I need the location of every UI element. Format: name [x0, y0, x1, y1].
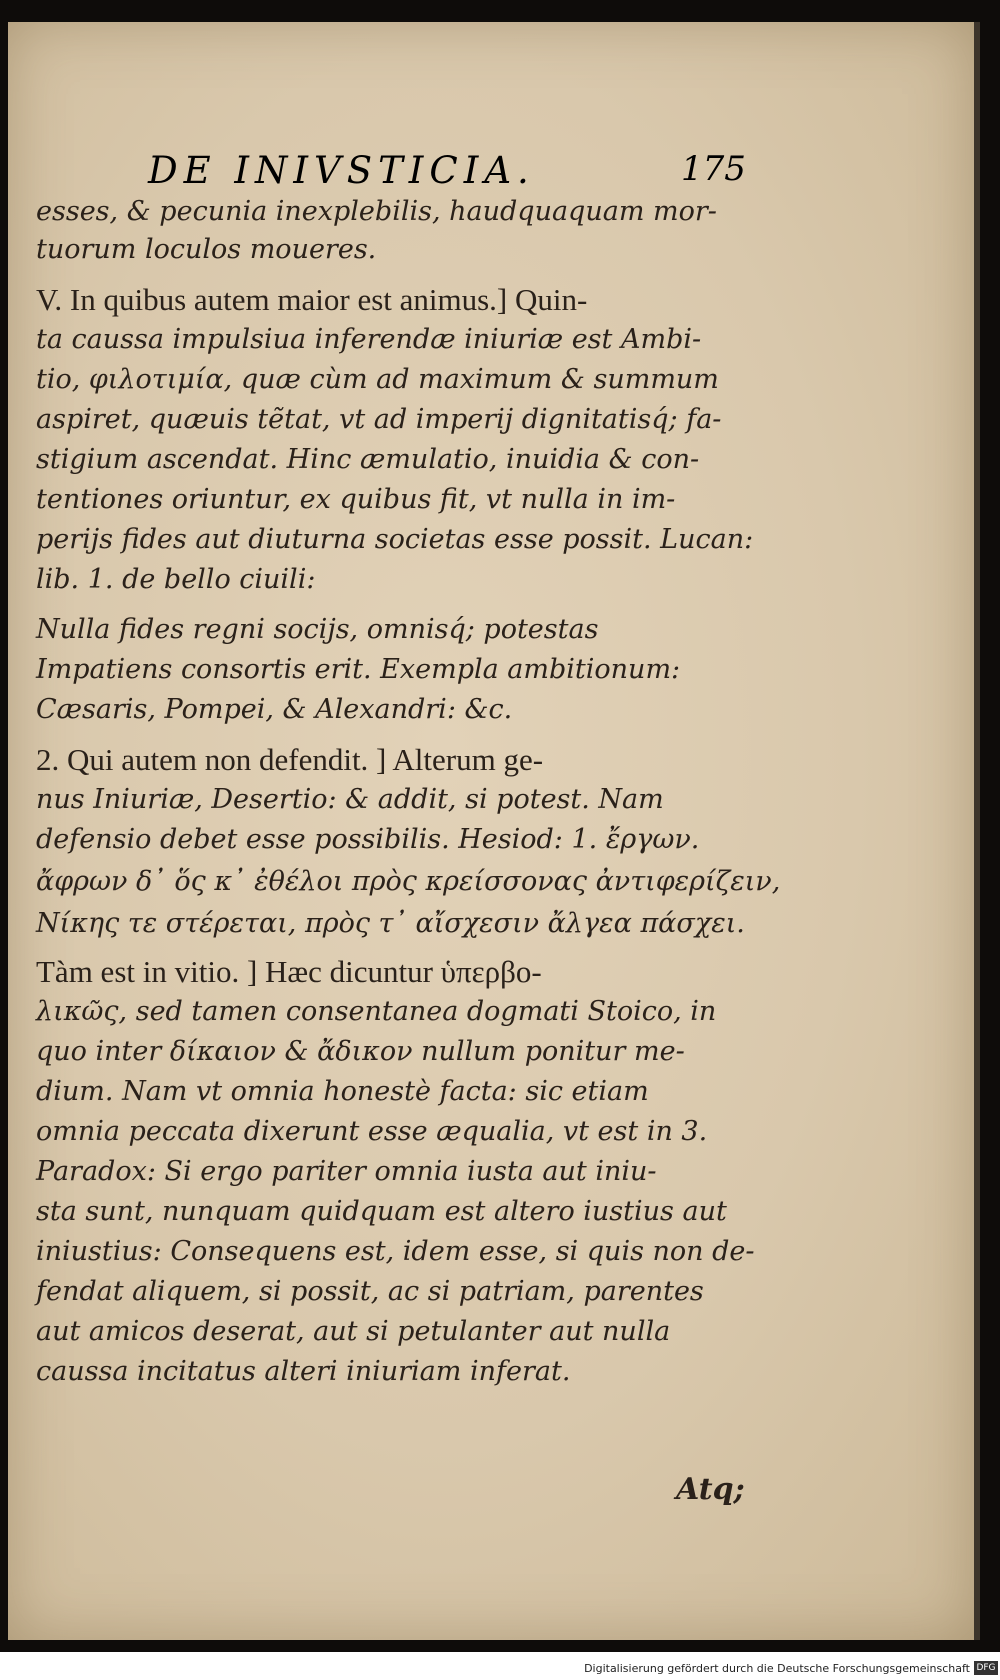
text-line: quo inter δίκαιον & ἄδικον nullum ponitur me- — [36, 1036, 685, 1067]
text-line: Paradox: Si ergo pariter omnia iusta aut iniu- — [36, 1156, 657, 1187]
funding-credit: Digitalisierung gefördert durch die Deutsche Forschungsgemeinschaft — [584, 1662, 970, 1675]
text-line: dium. Nam vt omnia honestè facta: sic etiam — [36, 1076, 649, 1107]
text-line: ta caussa impulsiua inferendæ iniuriæ est Ambi- — [36, 324, 702, 355]
text-line: omnia peccata dixerunt esse æqualia, vt est in 3. — [36, 1116, 708, 1147]
catchword: Atq; — [676, 1472, 745, 1507]
text-line: tuorum loculos moueres. — [36, 234, 377, 265]
text-line: λικῶς, sed tamen consentanea dogmati Stoico, in — [36, 996, 717, 1027]
book-page — [8, 22, 980, 1640]
text-line: fendat aliquem, si possit, ac si patriam, parentes — [36, 1276, 704, 1307]
text-line: nus Iniuriæ, Desertio: & addit, si potest. Nam — [36, 784, 664, 815]
text-line: iniustius: Consequens est, idem esse, si quis non de- — [36, 1236, 755, 1267]
text-line: perijs fides aut diuturna societas esse possit. Lucan: — [36, 524, 754, 555]
text-line: Cæsaris, Pompei, & Alexandri: &c. — [36, 694, 513, 725]
text-line: Nulla fides regni socijs, omnisq́; potestas — [36, 614, 599, 645]
text-line: Νίκης τε στέρεται, πρὸς τ᾽ αἴσχεσιν ἄλγεα πάσχει. — [36, 908, 745, 939]
text-line: 2. Qui autem non defendit. ] Alterum ge- — [36, 742, 544, 777]
text-line: aut amicos deserat, aut si petulanter aut nulla — [36, 1316, 671, 1347]
text-line: aspiret, quæuis tẽtat, vt ad imperij dignitatisq́; fa- — [36, 404, 722, 435]
dfg-logo: DFG — [974, 1661, 998, 1675]
text-line: tentiones oriuntur, ex quibus fit, vt nulla in im- — [36, 484, 676, 515]
text-line: stigium ascendat. Hinc æmulatio, inuidia & con- — [36, 444, 700, 475]
text-line: lib. 1. de bello ciuili: — [36, 564, 316, 595]
digitization-footer — [0, 1658, 1000, 1680]
text-line: V. In quibus autem maior est animus.] Quin- — [36, 282, 588, 317]
text-line: esses, & pecunia inexplebilis, haudquaquam mor- — [36, 196, 717, 227]
text-line: Tàm est in vitio. ] Hæc dicuntur ὑπερβο- — [36, 954, 542, 989]
text-line: Impatiens consortis erit. Exempla ambitionum: — [36, 654, 681, 685]
text-line: defensio debet esse possibilis. Hesiod: 1. ἔργων. — [36, 824, 700, 855]
text-line: ἄφρων δ᾽ ὅς κ᾽ ἐθέλοι πρὸς κρείσσονας ἀντιφερίζειν, — [36, 866, 781, 897]
text-line: sta sunt, nunquam quidquam est altero iustius aut — [36, 1196, 727, 1227]
running-head: DE INIVSTICIA. — [148, 149, 535, 192]
text-line: caussa incitatus alteri iniuriam inferat. — [36, 1356, 571, 1387]
page-number: 175 — [681, 149, 746, 189]
text-line: tio, φιλοτιμία, quæ cùm ad maximum & summum — [36, 364, 719, 395]
